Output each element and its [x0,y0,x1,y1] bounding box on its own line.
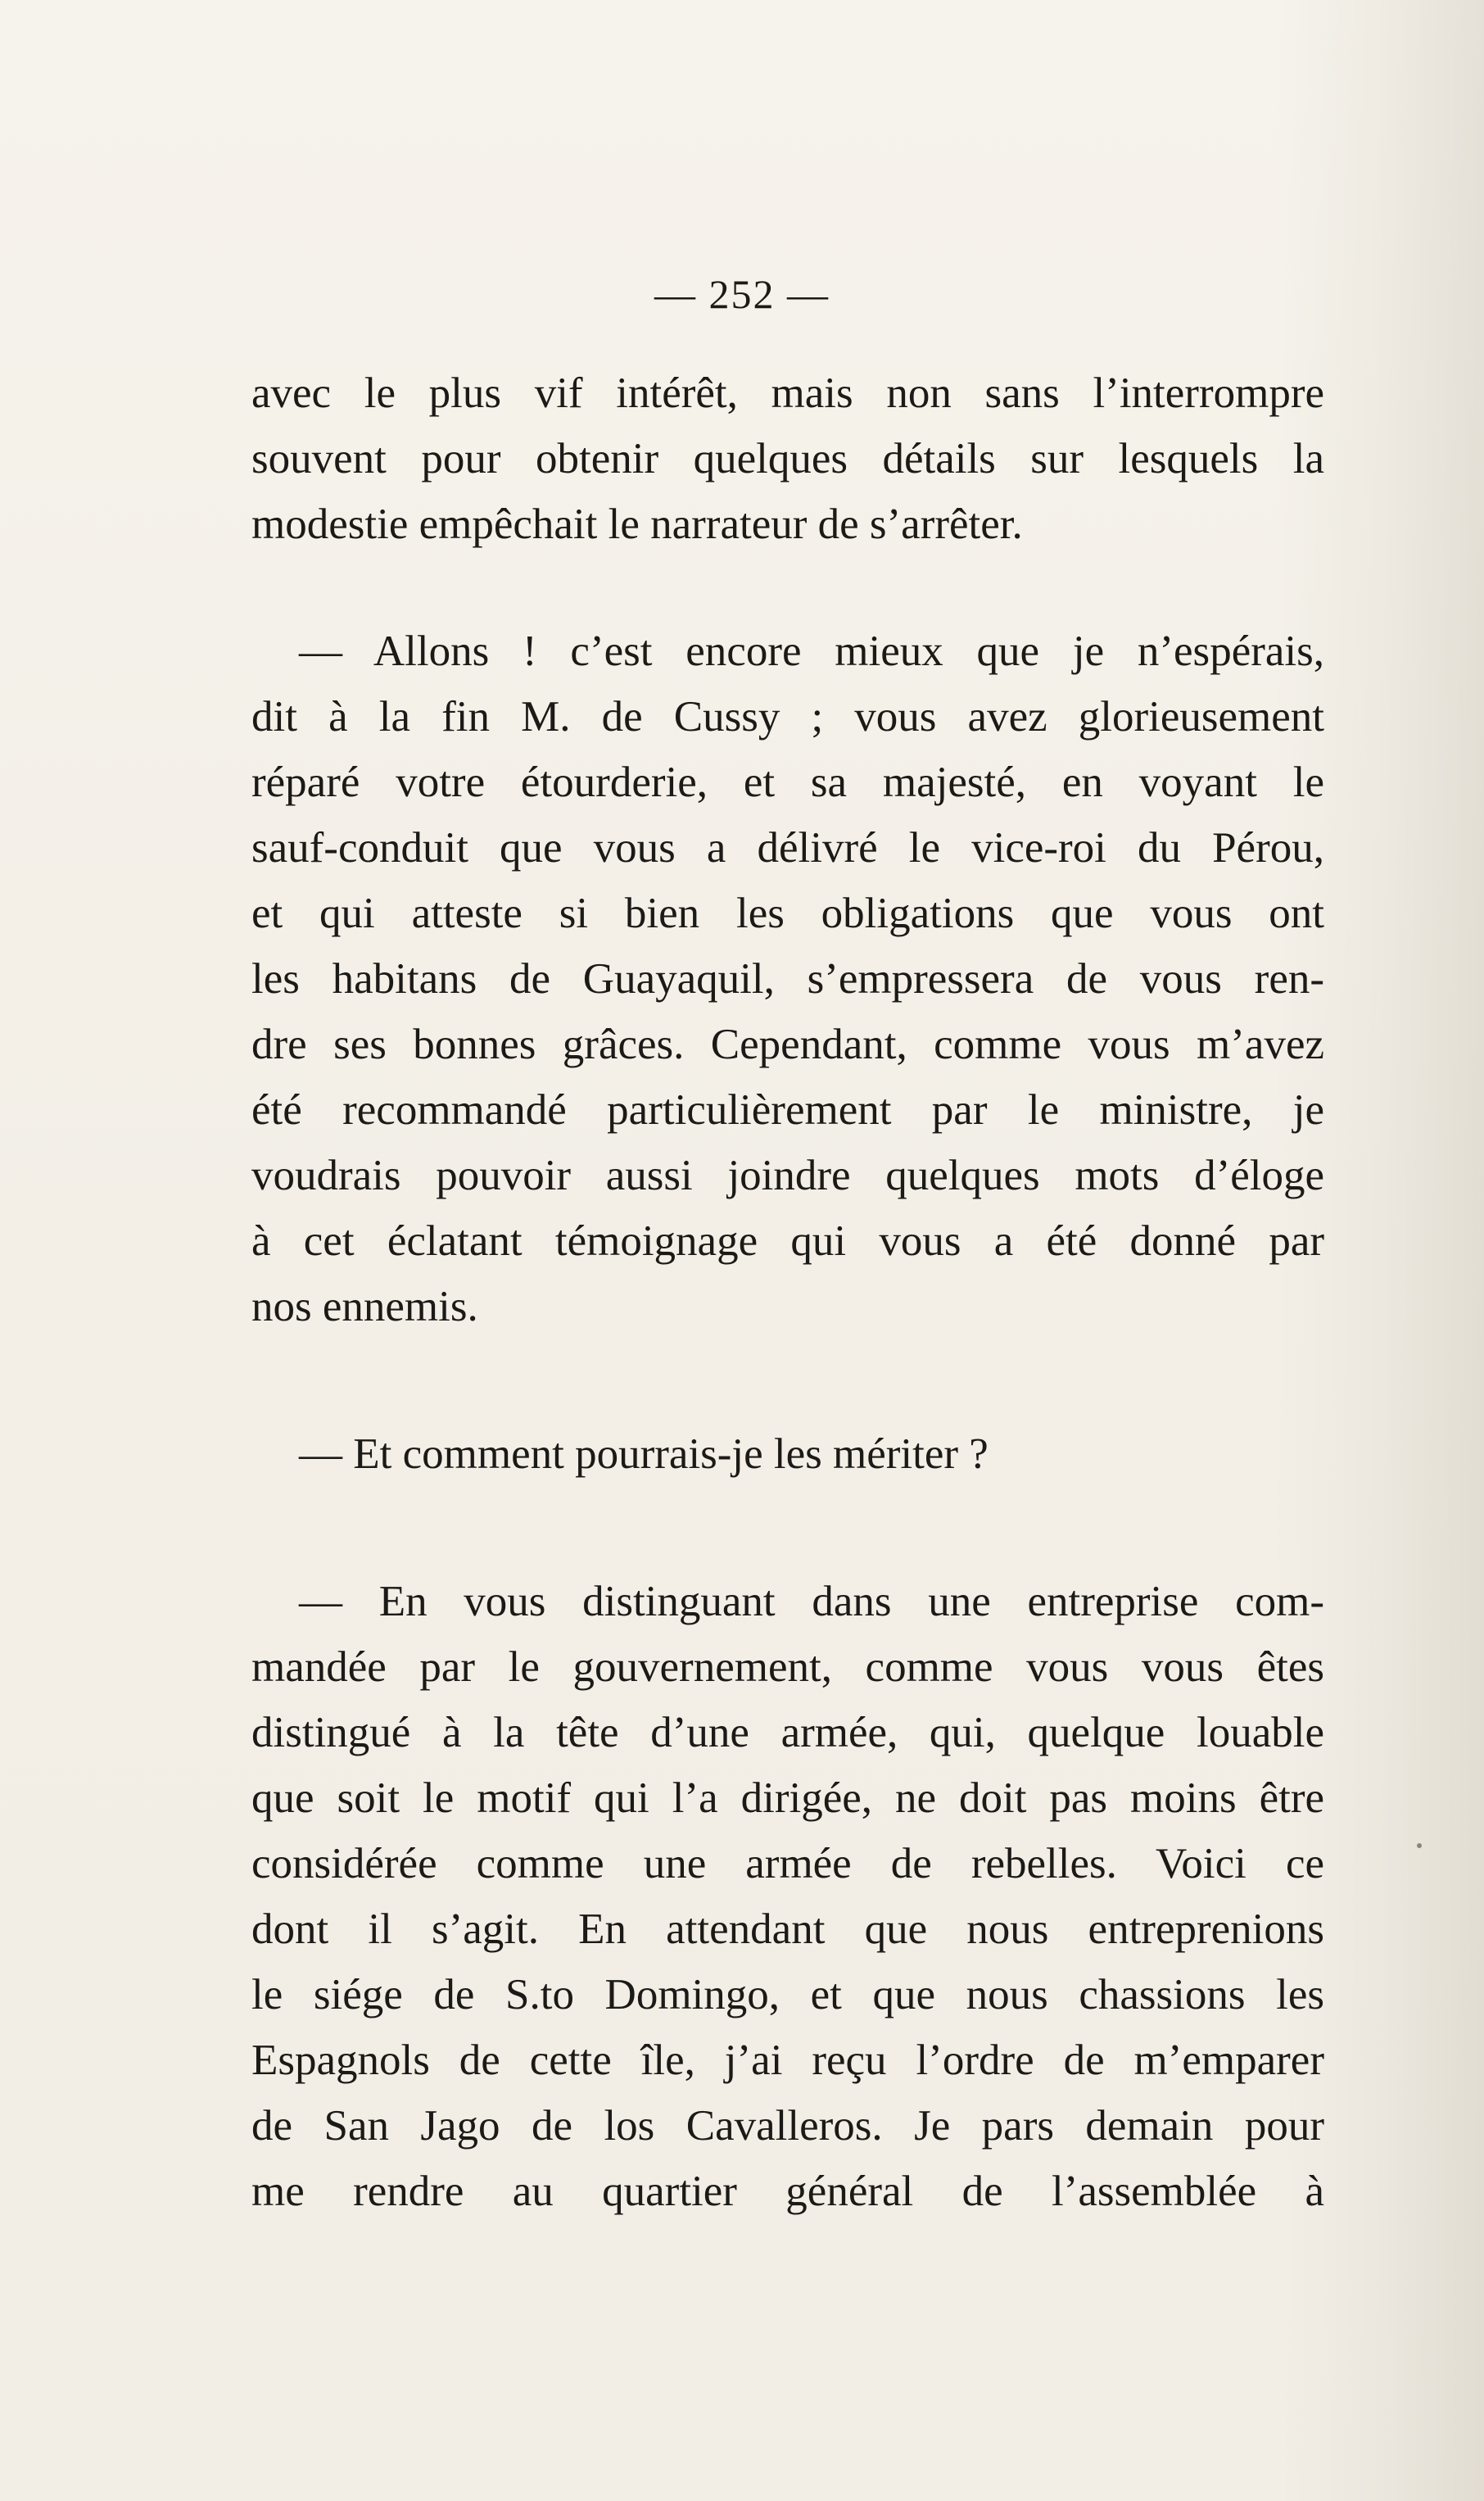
text-line: dit à la fin M. de Cussy ; vous avez glorieusement [251,693,1324,741]
page-number: — 252 — [654,271,830,317]
text-line: — En vous distinguant dans une entreprise com- [299,1578,1324,1625]
text-line: Espagnols de cette île, j’ai reçu l’ordre de m’emparer [251,2037,1324,2084]
text-line: voudrais pouvoir aussi joindre quelques mots d’éloge [251,1152,1324,1199]
text-line: à cet éclatant témoignage qui vous a été donné par [251,1217,1324,1265]
text-line: nos ennemis. [251,1283,478,1330]
text-line: — Et comment pourrais-je les mériter ? [299,1430,989,1478]
text-line: été recommandé particulièrement par le ministre, je [251,1086,1324,1134]
paragraph-1 [251,360,1324,557]
paragraph-spacer [251,1487,1324,1569]
text-line: dre ses bonnes grâces. Cependant, comme vous m’avez [251,1021,1324,1068]
paragraph-2 [251,618,1324,1339]
text-line: modestie empêchait le narrateur de s’arrêter. [251,501,1023,548]
text-line: sauf-conduit que vous a délivré le vice-roi du Pérou, [251,824,1324,872]
text-line: — Allons ! c’est encore mieux que je n’espérais, [299,628,1324,675]
text-line: et qui atteste si bien les obligations que vous ont [251,890,1324,937]
paragraph-spacer [251,557,1324,618]
paragraph-3 [251,1421,1324,1487]
text-line: les habitans de Guayaquil, s’empressera de vous ren- [251,955,1324,1003]
paragraph-4 [251,1569,1324,2224]
text-line: me rendre au quartier général de l’assemblée à [251,2168,1324,2215]
text-line: souvent pour obtenir quelques détails sur lesquels la [251,435,1324,483]
text-line: de San Jago de los Cavalleros. Je pars demain pour [251,2102,1324,2150]
body-text [251,360,1324,2224]
text-line: dont il s’agit. En attendant que nous entreprenions [251,1905,1324,1953]
text-line: mandée par le gouvernement, comme vous vous êtes [251,1643,1324,1691]
paragraph-spacer [251,1339,1324,1421]
text-line: réparé votre étourderie, et sa majesté, en voyant le [251,759,1324,806]
paper-speck [1417,1843,1422,1848]
text-line: que soit le motif qui l’a dirigée, ne doit pas moins être [251,1774,1324,1822]
text-line: considérée comme une armée de rebelles. Voici ce [251,1840,1324,1887]
text-line: distingué à la tête d’une armée, qui, quelque louable [251,1709,1324,1756]
text-line: le siége de S.to Domingo, et que nous chassions les [251,1971,1324,2018]
text-line: avec le plus vif intérêt, mais non sans l’interrompre [251,369,1324,417]
